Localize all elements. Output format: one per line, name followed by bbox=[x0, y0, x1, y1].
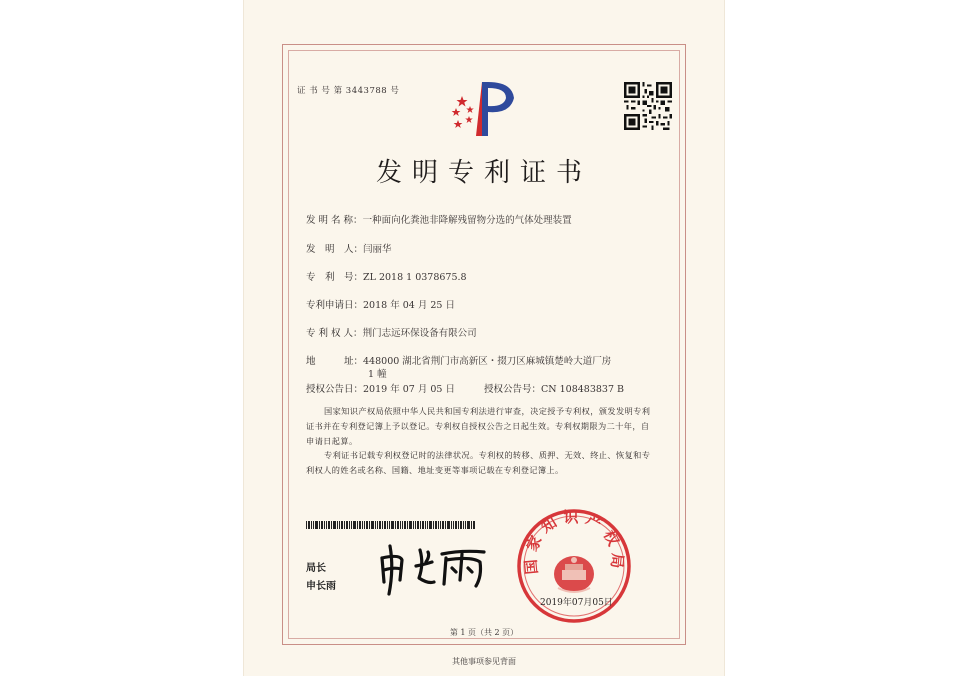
certificate-paragraph-1: 国家知识产权局依照中华人民共和国专利法进行审查，决定授予专利权，颁发发明专利证书并在专利登记簿上予以登记。专利权自授权公告之日起生效。专利权期限为二十年，自申请日起算。 bbox=[306, 406, 651, 446]
footer-note: 其他事项参见背面 bbox=[452, 657, 516, 666]
field-label: 授权公告号： bbox=[484, 384, 542, 395]
field-label: 专 利 权 人： bbox=[306, 328, 363, 339]
svg-text:国家知识产权局: 国家知识产权局 bbox=[521, 508, 627, 576]
field-value: 448000 湖北省荆门市高新区・掇刀区麻城镇楚岭大道厂房 bbox=[363, 356, 612, 367]
qr-code-icon bbox=[624, 82, 672, 130]
field-label: 授权公告日： bbox=[306, 384, 364, 395]
field-label: 发 明 名 称： bbox=[306, 215, 363, 226]
certificate-paragraph-2: 专利证书记载专利权登记时的法律状况。专利权的转移、质押、无效、终止、恢复和专利权人的姓名或名称、国籍、地址变更等事项记载在专利登记簿上。 bbox=[306, 450, 651, 475]
field-value: 1 幢 bbox=[368, 369, 387, 380]
field-value: 一种面向化粪池非降解残留物分选的气体处理装置 bbox=[362, 215, 572, 226]
signature-mark bbox=[372, 540, 492, 596]
barcode-icon bbox=[306, 521, 476, 529]
field-value: ZL 2018 1 0378675.8 bbox=[363, 272, 467, 283]
field-value: 荆门志远环保设备有限公司 bbox=[362, 328, 477, 339]
seal-date: 2019年07月05日 bbox=[540, 598, 613, 608]
field-value: 2018 年 04 月 25 日 bbox=[363, 300, 455, 311]
field-inventor bbox=[306, 241, 392, 255]
field-value: 闫丽华 bbox=[363, 244, 392, 255]
field-patent-number bbox=[306, 269, 467, 283]
field-label: 发 明 人： bbox=[306, 244, 364, 255]
field-value: CN 108483837 B bbox=[541, 384, 625, 395]
field-label: 地 址： bbox=[306, 356, 364, 367]
director-name: 申长雨 bbox=[306, 581, 336, 592]
page-number: 第 1 页（共 2 页） bbox=[449, 628, 519, 637]
field-invention-name bbox=[306, 212, 572, 226]
field-address bbox=[306, 353, 611, 367]
field-patentee bbox=[306, 325, 477, 339]
field-label: 专利申请日： bbox=[306, 300, 364, 311]
field-filing-date bbox=[306, 297, 455, 311]
patent-office-emblem-icon bbox=[448, 76, 528, 142]
field-grant-date bbox=[306, 381, 455, 395]
field-grant-number bbox=[484, 381, 624, 395]
field-label: 专 利 号： bbox=[306, 272, 364, 283]
certificate-title: 发明专利证书 bbox=[375, 158, 592, 188]
director-title: 局长 bbox=[306, 563, 326, 574]
certificate-number: 证 书 号 第 3443788 号 bbox=[297, 86, 400, 96]
field-address-line2 bbox=[368, 366, 387, 380]
field-value: 2019 年 07 月 05 日 bbox=[363, 384, 455, 395]
